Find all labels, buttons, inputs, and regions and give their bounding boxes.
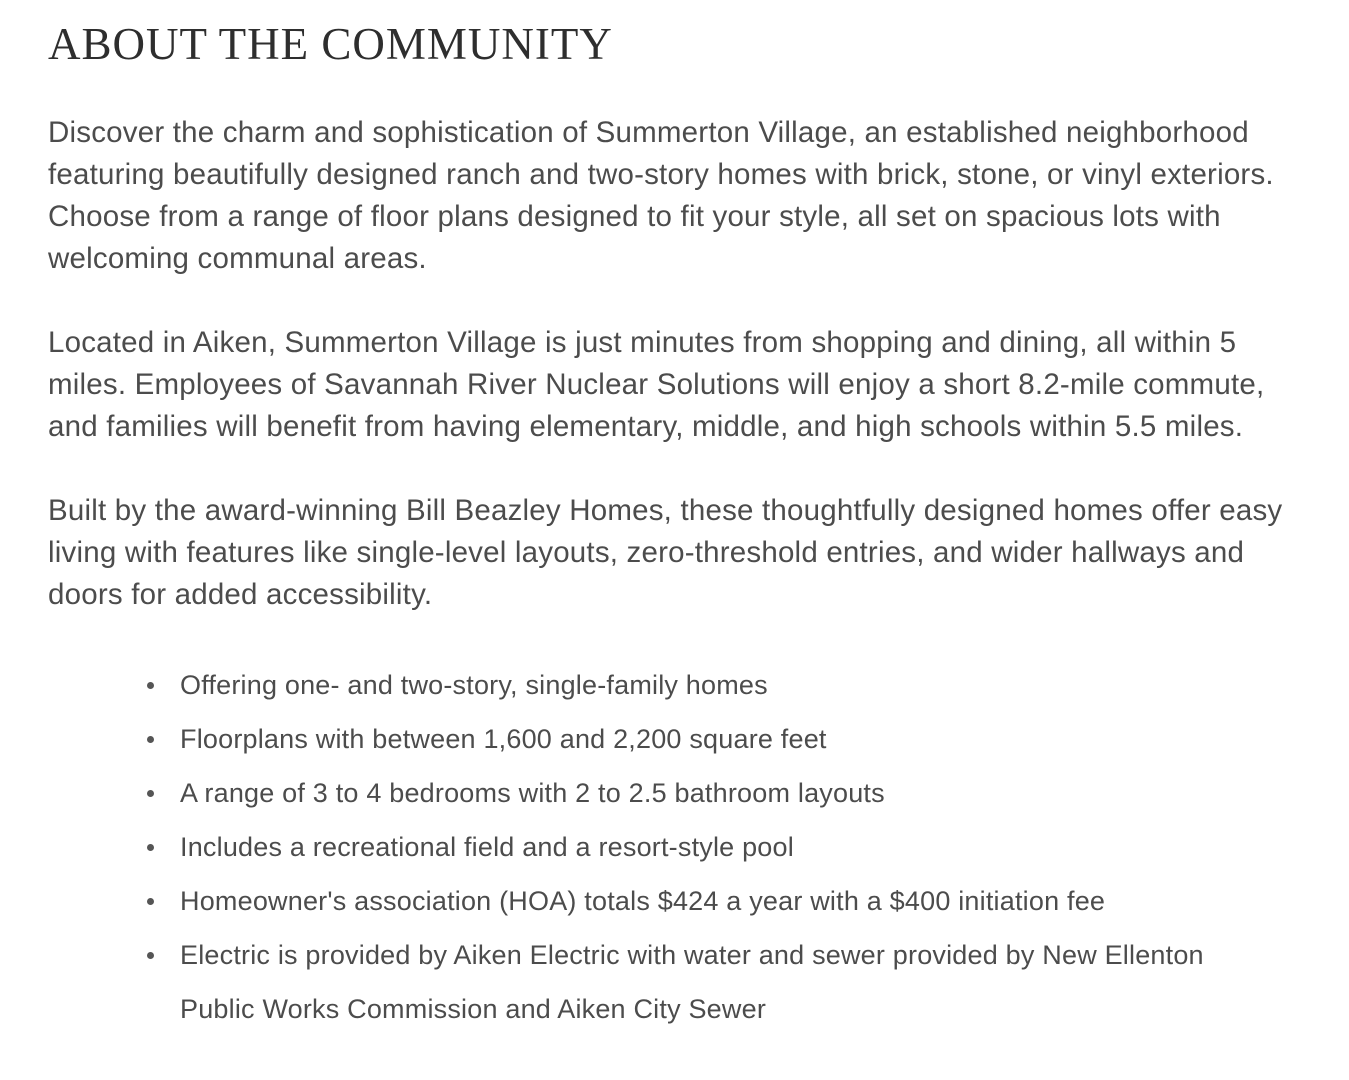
list-item — [145, 874, 1205, 928]
list-item — [145, 658, 1205, 712]
builder-paragraph: Built by the award-winning Bill Beazley Homes, these thoughtfully designed homes offer easy living with features like single-level layouts, zero-threshold entries, and wider hallways and doors for added accessibility. — [48, 494, 1283, 611]
intro-paragraph: Discover the charm and sophistication of Summerton Village, an established neighborhood featuring beautifully designed ranch and two-story homes with brick, stone, or vinyl exteriors. Choose from a range of floor plans designed to fit your style, all set on spacious lots with welcoming communal areas. — [48, 116, 1274, 275]
bullet-icon — [147, 844, 154, 851]
location-paragraph: Located in Aiken, Summerton Village is just minutes from shopping and dining, all within 5 miles. Employees of Savannah River Nuclear Solutions will enjoy a short 8.2-mile commute, and families will benefit from having elementary, middle, and high schools within 5.5 miles. — [48, 326, 1265, 443]
list-item — [145, 712, 1205, 766]
list-item — [145, 766, 1205, 820]
feature-text: Floorplans with between 1,600 and 2,200 square feet — [180, 724, 827, 754]
community-features-list — [145, 658, 1309, 1036]
bullet-icon — [147, 682, 154, 689]
feature-text: A range of 3 to 4 bedrooms with 2 to 2.5 bathroom layouts — [180, 778, 885, 808]
list-item — [145, 820, 1205, 874]
feature-text: Offering one- and two-story, single-family homes — [180, 670, 768, 700]
feature-text: Includes a recreational field and a resort-style pool — [180, 832, 794, 862]
list-item — [145, 928, 1205, 1036]
bullet-icon — [147, 736, 154, 743]
bullet-icon — [147, 898, 154, 905]
section-title: ABOUT THE COMMUNITY — [48, 19, 613, 69]
bullet-icon — [147, 952, 154, 959]
feature-text: Electric is provided by Aiken Electric with water and sewer provided by New Ellenton Public Works Commission and Aiken City Sewer — [180, 940, 1204, 1024]
feature-text: Homeowner's association (HOA) totals $424 a year with a $400 initiation fee — [180, 886, 1106, 916]
bullet-icon — [147, 790, 154, 797]
